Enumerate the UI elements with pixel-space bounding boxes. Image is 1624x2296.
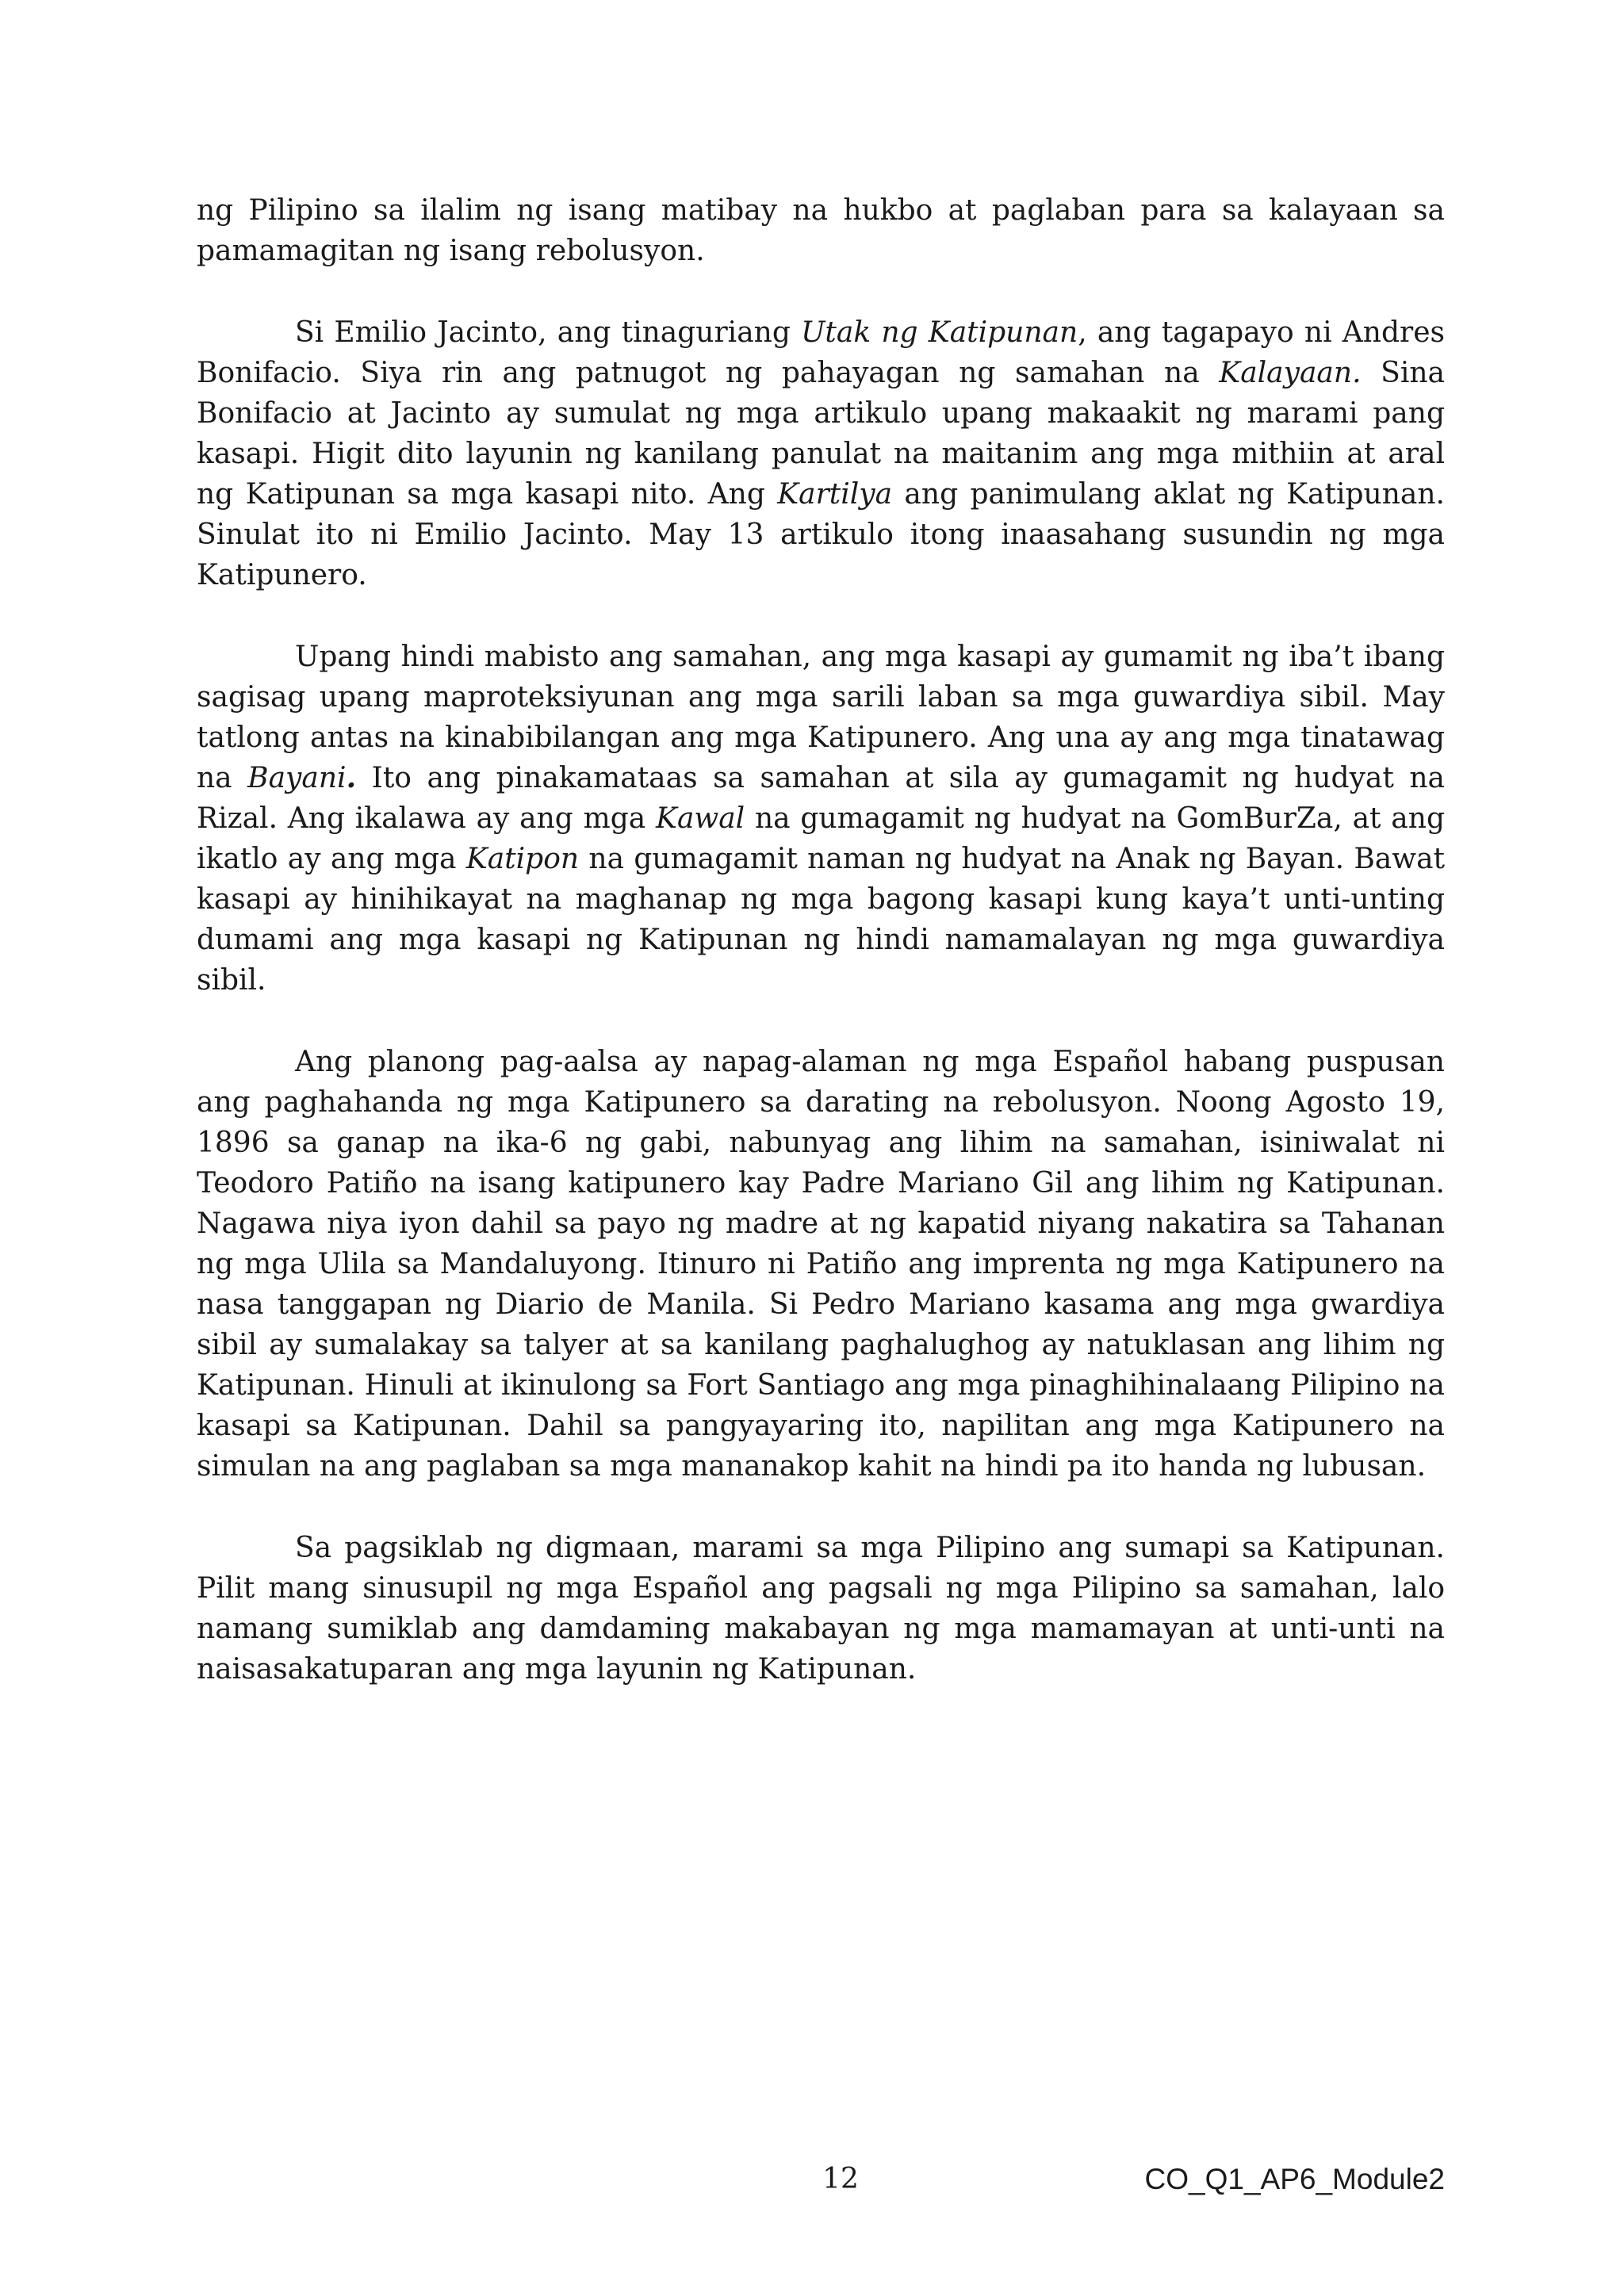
italic-term-utak-ng-katipunan: Utak ng Katipunan xyxy=(801,316,1078,349)
paragraph-5-text: Sa pagsiklab ng digmaan, marami sa mga Pilipino ang sumapi sa Katipunan. Pilit mang sinusupil ng mga Español ang pagsali ng mga Pilipino sa samahan, lalo namang sumiklab ang damdaming makabayan ng mga mamamayan at unti-unti na naisasakatuparan ang mga layunin ng Katipunan. xyxy=(197,1532,1445,1686)
italic-term-kartilya: Kartilya xyxy=(777,478,893,511)
paragraph-3-text: Upang hindi mabisto ang samahan, ang mga kasapi ay gumamit ng iba’t ibang sagisag upang maproteksiyunan ang mga sarili laban sa mga guwardiya sibil. May tatlong antas na kinabibilangan ang mga Katipunero. Ang una ay ang mga tinatawag na xyxy=(197,641,1445,794)
paragraph-4-text: Ang planong pag-aalsa ay napag-alaman ng mga Español habang puspusan ang paghahanda ng mga Katipunero sa darating na rebolusyon. Noong Agosto 19, 1896 sa ganap na ika-6 ng gabi, nabunyag ang lihim na samahan, isiniwalat ni Teodoro Patiño na isang katipunero kay Padre Mariano Gil ang lihim ng Katipunan. Nagawa niya iyon dahil sa payo ng madre at ng kapatid niyang nakatira sa Tahanan ng mga Ulila sa Mandaluyong. Itinuro ni Patiño ang imprenta ng mga Katipunero na nasa tanggapan ng Diario de Manila. Si Pedro Mariano kasama ang mga gwardiya sibil ay sumalakay sa talyer at sa kanilang paghalughog ay natuklasan ang lihim ng Katipunan. Hinuli at ikinulong sa Fort Santiago ang mga pinaghihinalaang Pilipino na kasapi sa Katipunan. Dahil sa pangyayaring ito, napilitan ang mga Katipunero na simulan na ang paglaban sa mga mananakop kahit na hindi pa ito handa ng lubusan. xyxy=(197,1046,1445,1483)
italic-term-kalayaan: Kalayaan. xyxy=(1219,357,1362,389)
paragraph-2-text: ang panimulang aklat ng Katipunan. Sinulat ito ni Emilio Jacinto. May 13 artikulo itong inaasahang susundin ng mga Katipunero. xyxy=(197,478,1445,591)
italic-term-katipon: Katipon xyxy=(465,843,580,875)
paragraph-3-text: na gumagamit naman ng hudyat na Anak ng Bayan. Bawat kasapi ay hinihikayat na maghanap ng mga bagong kasapi kung kaya’t unti-unting dumami ang mga kasapi ng Katipunan ng hindi namamalayan ng mga guwardiya sibil. xyxy=(197,843,1446,997)
paragraph-2-text: Si Emilio Jacinto, ang tinaguriang xyxy=(295,316,802,349)
paragraph-1-text: ng Pilipino sa ilalim ng isang matibay na hukbo at paglaban para sa kalayaan sa pamamagitan ng isang rebolusyon. xyxy=(197,194,1445,267)
paragraph-2-text: , ang tagapayo ni Andres Bonifacio. Siya rin ang patnugot ng pahayagan ng samahan na xyxy=(197,316,1445,389)
paragraph-3-text: Ito ang pinakamataas sa samahan at sila ay gumagamit ng hudyat na Rizal. Ang ikalawa ay ang mga xyxy=(197,762,1445,835)
bold-period: . xyxy=(346,761,357,794)
paragraph-4 xyxy=(197,1042,1445,1487)
paragraph-2 xyxy=(197,312,1445,595)
paragraph-2-text: Sina Bonifacio at Jacinto ay sumulat ng mga artikulo upang makaakit ng marami pang kasapi. Higit dito layunin ng kanilang panulat na maitanim ang mga mithiin at aral ng Katipunan sa mga kasapi nito. Ang xyxy=(197,357,1445,511)
italic-term-bayani: Bayani xyxy=(247,762,347,794)
document-body xyxy=(197,190,1445,1731)
paragraph-3 xyxy=(197,637,1445,1001)
paragraph-5 xyxy=(197,1528,1445,1689)
module-code: CO_Q1_AP6_Module2 xyxy=(1144,2163,1445,2195)
page-number: 12 xyxy=(822,2163,859,2195)
paragraph-1 xyxy=(197,190,1445,271)
italic-term-kawal: Kawal xyxy=(656,802,745,835)
paragraph-3-text: na gumagamit ng hudyat na GomBurZa, at ang ikatlo ay ang mga xyxy=(197,802,1445,875)
